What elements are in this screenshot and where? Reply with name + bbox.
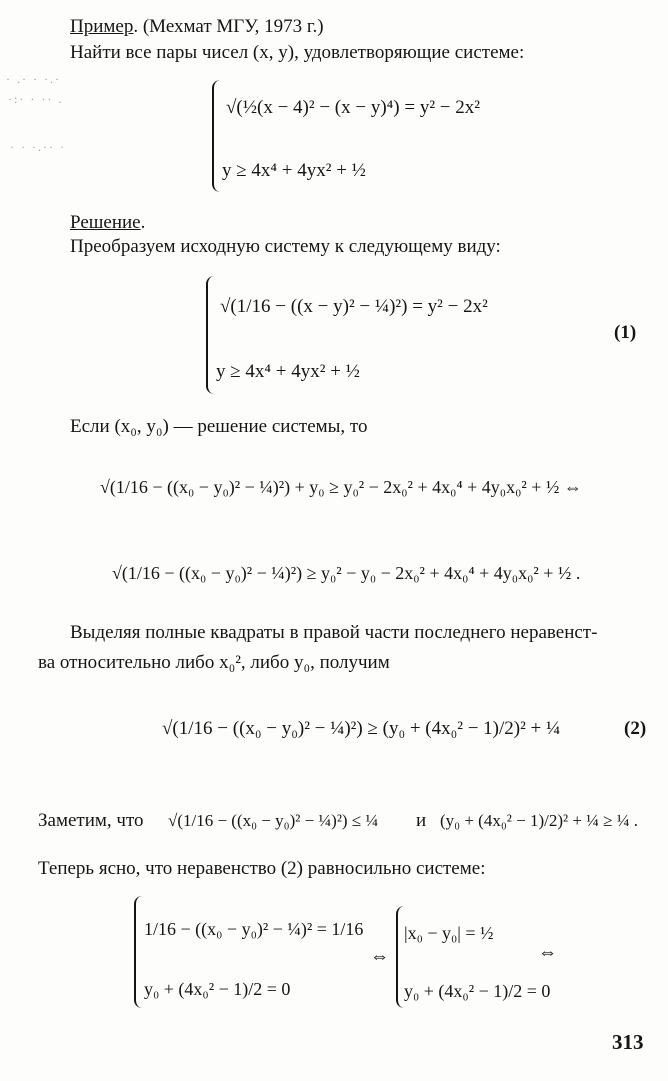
final-left-equation: 1/16 − ((x₀ − y₀)² − ¼)² = 1/16 [144,919,364,939]
example-label: Пример [70,16,134,37]
task-statement: Найти все пары чисел (x, y), удовлетворяющие системе: [70,42,525,63]
scan-noise: ·:· · ·· . [8,92,64,106]
note-right-inequality: (y₀ + (4x₀² − 1)/2)² + ¼ ≥ ¼ . [440,811,639,830]
page-number: 313 [612,1030,644,1054]
note-and: и [416,810,427,831]
if-statement: Если (x₀, y₀) — решение системы, то [70,416,368,437]
paragraph-line-2: ва относительно либо x₀², либо y₀, получим [38,652,390,673]
final-left-condition: y₀ + (4x₀² − 1)/2 = 0 [144,979,291,999]
system2-inequality: y ≥ 4x⁴ + 4yx² + ½ [216,361,360,382]
note-prefix: Заметим, что [38,810,144,831]
system1-equation: √(½(x − 4)² − (x − y)⁴) = y² − 2x² [226,97,480,118]
final-right-equation: |x₀ − y₀| = ½ [404,923,494,943]
inequality-2: √(1/16 − ((x₀ − y₀)² − ¼)²) ≥ y₀² − y₀ − 2x₀² + 4x₀⁴ + 4y₀x₀² + ½ . [112,563,581,583]
scan-noise: · · ·.·· · [10,140,66,154]
equation-number-2: (2) [624,718,647,739]
equivalence-arrow-end: ⇔ [538,942,557,963]
system-brace [134,896,144,1008]
solution-heading [70,212,145,234]
inequality-3: √(1/16 − ((x₀ − y₀)² − ¼)²) ≥ (y₀ + (4x₀² − 1)/2)² + ¼ [162,718,561,739]
example-heading [70,16,324,38]
note-left-inequality: √(1/16 − ((x₀ − y₀)² − ¼)²) ≤ ¼ [168,811,379,830]
system2-equation: √(1/16 − ((x − y)² − ¼)²) = y² − 2x² [220,296,488,317]
example-source: . (Мехмат МГУ, 1973 г.) [133,16,324,37]
solution-label: Решение [70,212,141,233]
now-statement: Теперь ясно, что неравенство (2) равносильно системе: [38,858,486,879]
paragraph-line-1: Выделяя полные квадраты в правой части последнего неравенст- [70,622,598,643]
solution-label-dot: . [140,212,146,233]
system1-inequality: y ≥ 4x⁴ + 4yx² + ½ [222,160,366,181]
system-brace [206,276,216,394]
scan-noise: · .· · ·.· [6,72,61,86]
solution-intro: Преобразуем исходную систему к следующему виду: [70,236,501,257]
equation-number-1: (1) [614,322,637,343]
system-brace [212,80,222,192]
final-right-condition: y₀ + (4x₀² − 1)/2 = 0 [404,981,551,1001]
inequality-1: √(1/16 − ((x₀ − y₀)² − ¼)²) + y₀ ≥ y₀² − 2x₀² + 4x₀⁴ + 4y₀x₀² + ½ ⇔ [100,477,582,497]
equivalence-arrow: ⇔ [370,946,389,967]
